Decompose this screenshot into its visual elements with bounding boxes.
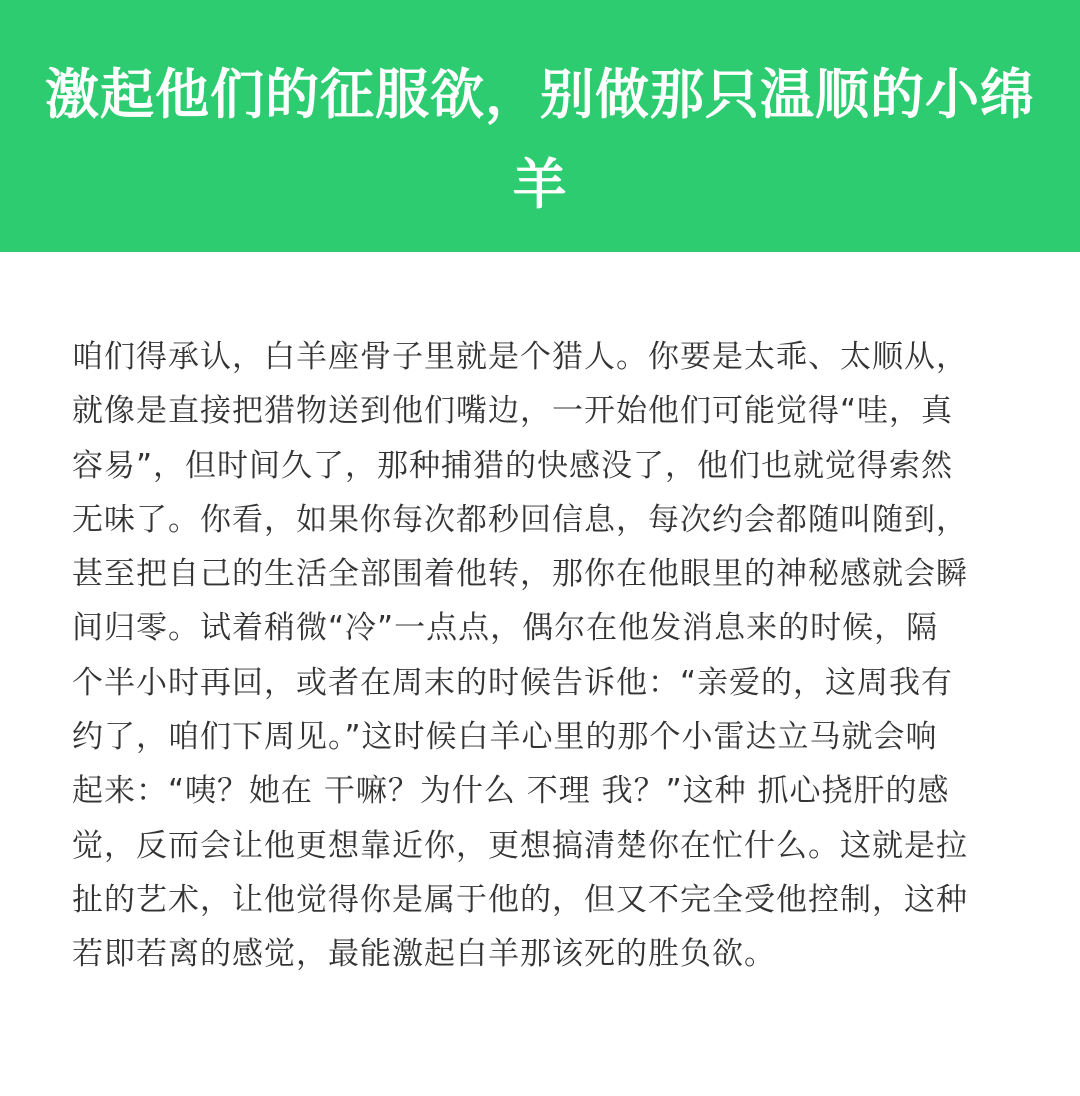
- page-title: 激起他们的征服欲，别做那只温顺的小绵羊: [45, 63, 1035, 216]
- article-content: [72, 330, 1012, 982]
- article-paragraph: 咱们得承认，白羊座骨子里就是个猎人。你要是太乖、太顺从， 就像是直接把猎物送到他们嘴边，一开始他们可能觉得“哇，真 容易”，但时间久了，那种捕猎的快感没了，他们也就觉得索然 无味了。你看，如果你每次都秒回信息，每次约会都随叫随到， 甚至把自己的生活全部围着他转，那你在他眼里的神秘感就会瞬 间归零。试着稍微“冷”一点点，偶尔在他发消息来的时候，隔 个半小时再回，或者在周末的时候告诉他：“亲爱的，这周我有 约了，咱们下周见。”这时候白羊心里的那个小雷达立马就会响 起来：“咦？她在 干嘛？为什么 不理 我？”这种 抓心挠肝的感 觉，反而会让他更想靠近你，更想搞清楚你在忙什么。这就是拉 扯的艺术，让他觉得你是属于他的，但又不完全受他控制，这种 若即若离的感觉，最能激起白羊那该死的胜负欲。: [72, 339, 968, 973]
- title-banner: [0, 0, 1080, 252]
